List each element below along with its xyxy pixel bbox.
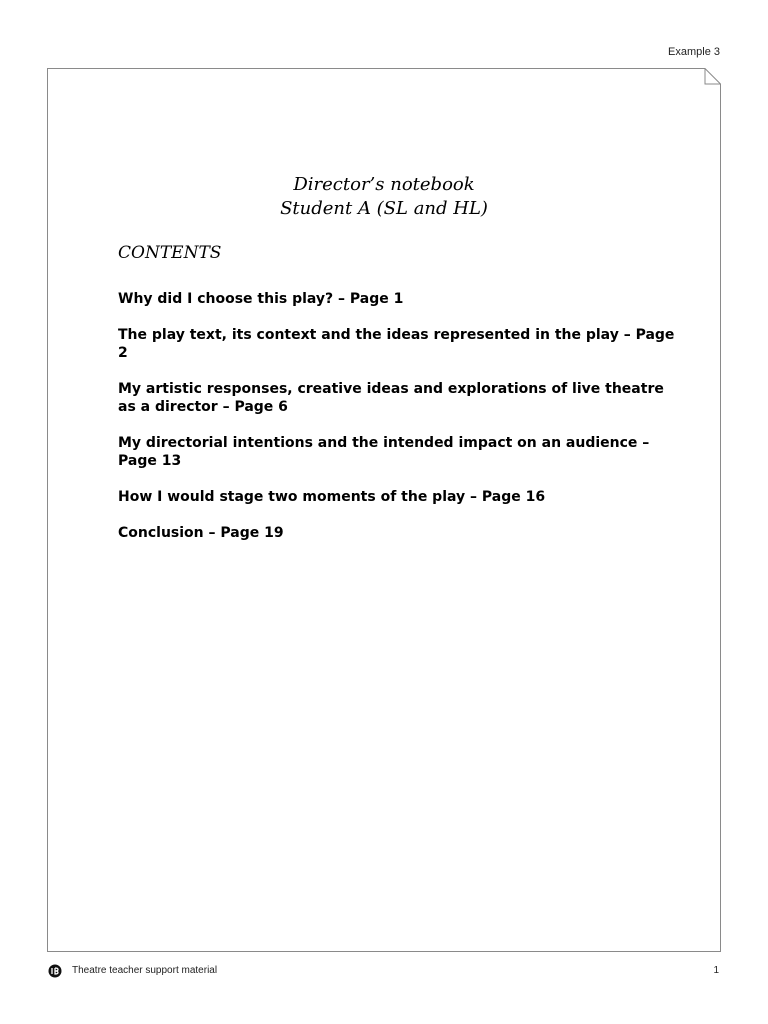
- contents-list: [118, 290, 678, 560]
- contents-item: My directorial intentions and the intended impact on an audience – Page 13: [118, 435, 650, 469]
- footer-label: Theatre teacher support material: [72, 965, 218, 976]
- ib-logo-icon: [47, 964, 63, 981]
- page-footer: [47, 962, 721, 980]
- title-line-2: Student A (SL and HL): [280, 198, 488, 219]
- contents-item: Conclusion – Page 19: [118, 525, 284, 541]
- notebook-title: [47, 173, 721, 221]
- title-line-1: Director’s notebook: [293, 174, 475, 195]
- contents-item: My artistic responses, creative ideas and explorations of live theatre as a director – Page 6: [118, 381, 664, 415]
- contents-item: The play text, its context and the ideas represented in the play – Page 2: [118, 327, 675, 361]
- example-label: Example 3: [668, 46, 720, 58]
- contents-heading: CONTENTS: [118, 243, 222, 263]
- contents-item: How I would stage two moments of the play – Page 16: [118, 489, 546, 505]
- page-number: 1: [713, 965, 719, 976]
- contents-item: Why did I choose this play? – Page 1: [118, 291, 404, 307]
